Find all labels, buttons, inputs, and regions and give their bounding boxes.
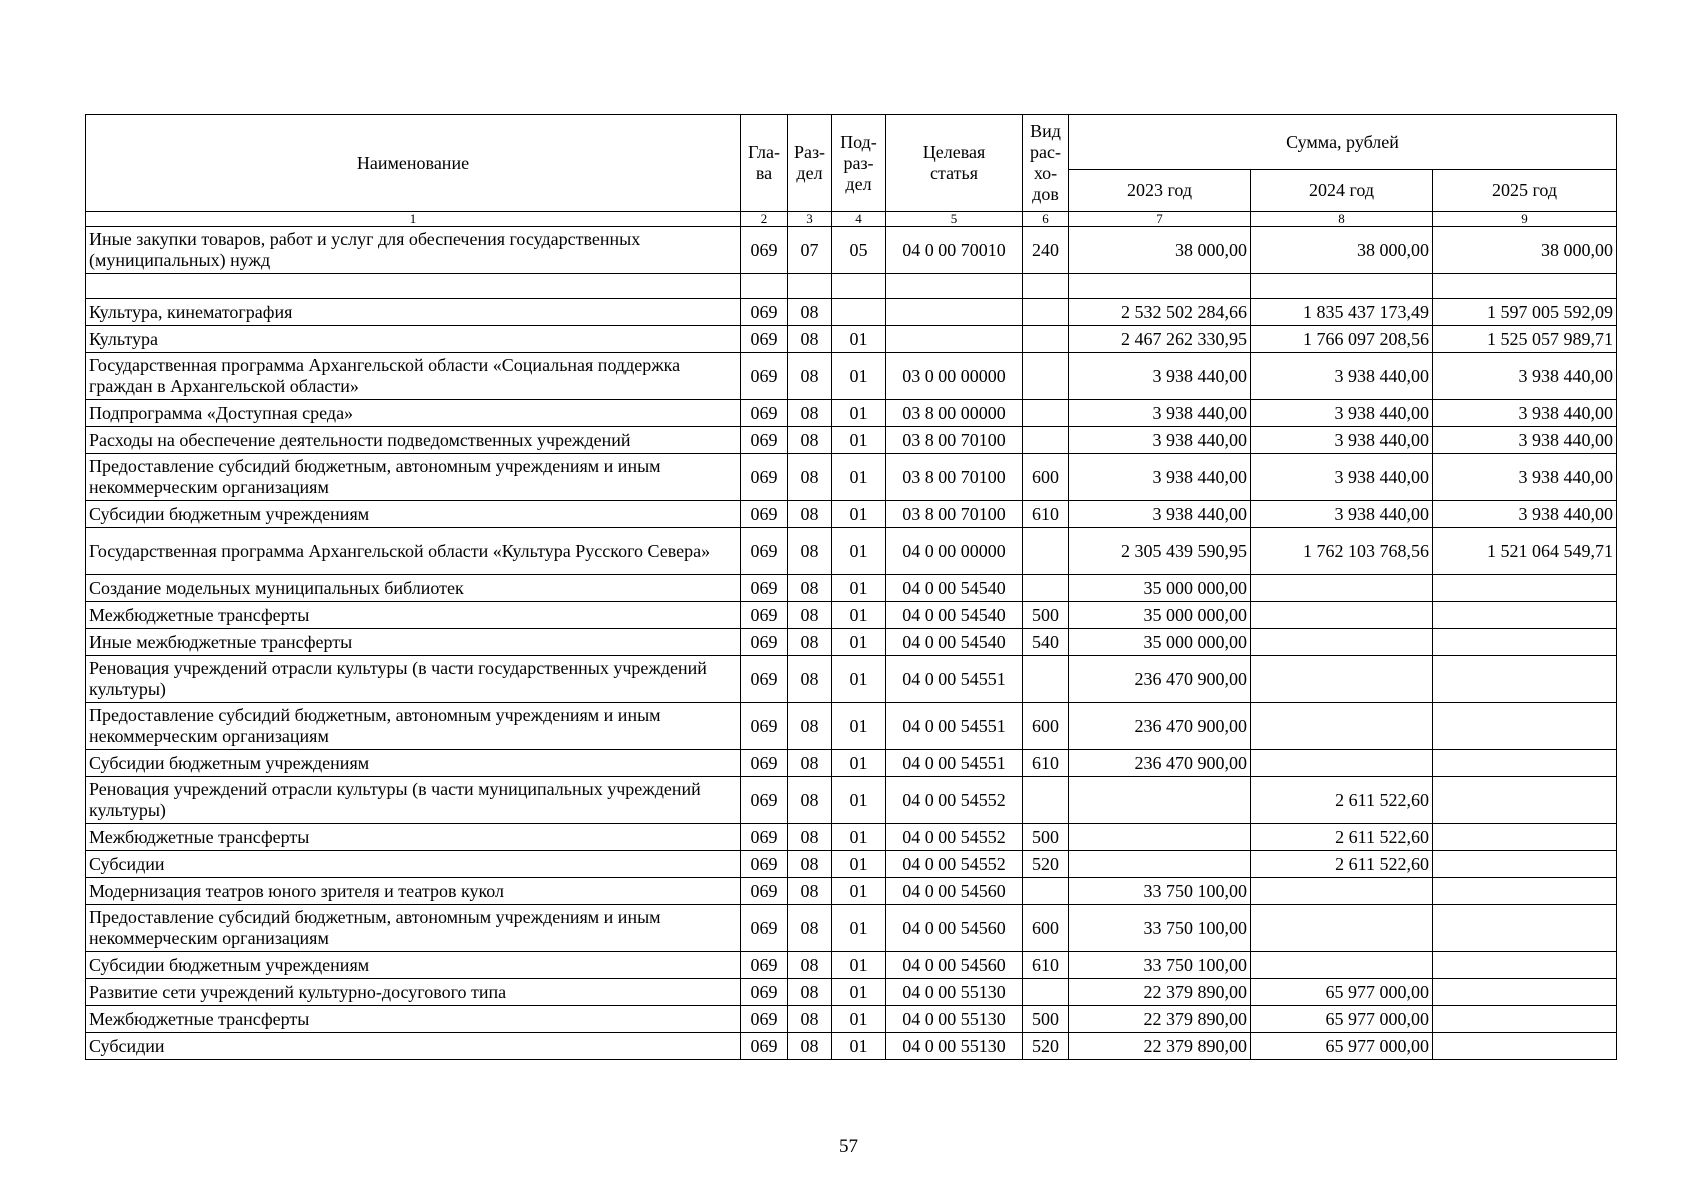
- row-razdel: 08: [788, 656, 832, 703]
- row-amount-2023: 22 379 890,00: [1069, 1033, 1251, 1060]
- row-tselevaya-statya: 03 8 00 00000: [886, 400, 1023, 427]
- row-amount-2025: [1433, 274, 1617, 299]
- row-razdel: 08: [788, 979, 832, 1006]
- row-glava: 069: [741, 400, 788, 427]
- row-name: Субсидии: [86, 851, 741, 878]
- table-row: [86, 299, 1617, 326]
- row-amount-2024: 3 938 440,00: [1251, 400, 1433, 427]
- page-number: 57: [839, 1136, 858, 1157]
- row-razdel: 08: [788, 602, 832, 629]
- row-tselevaya-statya: 04 0 00 00000: [886, 528, 1023, 575]
- row-amount-2025: 1 525 057 989,71: [1433, 326, 1617, 353]
- row-razdel: 08: [788, 777, 832, 824]
- row-amount-2024: [1251, 656, 1433, 703]
- row-amount-2025: [1433, 1033, 1617, 1060]
- row-name: Субсидии: [86, 1033, 741, 1060]
- row-amount-2025: 3 938 440,00: [1433, 353, 1617, 400]
- row-amount-2025: 3 938 440,00: [1433, 400, 1617, 427]
- header-year-2023: 2023 год: [1069, 170, 1251, 212]
- row-razdel: 08: [788, 326, 832, 353]
- row-glava: 069: [741, 703, 788, 750]
- row-amount-2024: [1251, 750, 1433, 777]
- row-podrazdel: 01: [832, 427, 886, 454]
- row-vid-rashodov: [1023, 326, 1069, 353]
- row-tselevaya-statya: 04 0 00 54552: [886, 824, 1023, 851]
- row-amount-2023: [1069, 851, 1251, 878]
- row-amount-2025: [1433, 824, 1617, 851]
- row-name: Создание модельных муниципальных библиотек: [86, 575, 741, 602]
- table-header: [86, 115, 1617, 227]
- header-tselevaya-statya: Целевая статья: [886, 115, 1023, 212]
- row-podrazdel: 01: [832, 656, 886, 703]
- row-razdel: 08: [788, 824, 832, 851]
- row-amount-2024: [1251, 878, 1433, 905]
- row-podrazdel: 01: [832, 905, 886, 952]
- row-glava: 069: [741, 851, 788, 878]
- row-tselevaya-statya: 04 0 00 54552: [886, 851, 1023, 878]
- row-vid-rashodov: [1023, 777, 1069, 824]
- row-vid-rashodov: [1023, 878, 1069, 905]
- row-name: Реновация учреждений отрасли культуры (в части муниципальных учреждений культуры): [86, 777, 741, 824]
- row-amount-2024: 2 611 522,60: [1251, 777, 1433, 824]
- row-razdel: 08: [788, 454, 832, 501]
- column-number: 2: [741, 212, 788, 227]
- row-amount-2025: 1 597 005 592,09: [1433, 299, 1617, 326]
- row-name: Культура, кинематография: [86, 299, 741, 326]
- table-row: [86, 1006, 1617, 1033]
- row-razdel: 07: [788, 227, 832, 274]
- row-podrazdel: 01: [832, 979, 886, 1006]
- row-razdel: 08: [788, 400, 832, 427]
- column-number-row: [86, 212, 1617, 227]
- row-amount-2025: [1433, 777, 1617, 824]
- row-amount-2023: 236 470 900,00: [1069, 703, 1251, 750]
- row-podrazdel: 01: [832, 750, 886, 777]
- row-vid-rashodov: [1023, 299, 1069, 326]
- row-amount-2025: [1433, 952, 1617, 979]
- row-vid-rashodov: 520: [1023, 1033, 1069, 1060]
- row-vid-rashodov: 500: [1023, 602, 1069, 629]
- budget-sheet: [85, 114, 1616, 1060]
- column-number: 1: [86, 212, 741, 227]
- row-tselevaya-statya: 04 0 00 54560: [886, 878, 1023, 905]
- row-glava: 069: [741, 952, 788, 979]
- row-glava: 069: [741, 629, 788, 656]
- row-name: Межбюджетные трансферты: [86, 1006, 741, 1033]
- row-amount-2024: 38 000,00: [1251, 227, 1433, 274]
- row-glava: 069: [741, 602, 788, 629]
- row-tselevaya-statya: 04 0 00 55130: [886, 979, 1023, 1006]
- row-amount-2025: 3 938 440,00: [1433, 501, 1617, 528]
- row-amount-2023: 35 000 000,00: [1069, 575, 1251, 602]
- row-podrazdel: 01: [832, 501, 886, 528]
- row-glava: 069: [741, 1033, 788, 1060]
- row-vid-rashodov: [1023, 353, 1069, 400]
- budget-table: [85, 114, 1617, 1060]
- row-name: Субсидии бюджетным учреждениям: [86, 750, 741, 777]
- column-number: 6: [1023, 212, 1069, 227]
- row-glava: 069: [741, 353, 788, 400]
- row-glava: 069: [741, 227, 788, 274]
- row-vid-rashodov: 520: [1023, 851, 1069, 878]
- row-razdel: 08: [788, 501, 832, 528]
- table-row: [86, 227, 1617, 274]
- table-row: [86, 326, 1617, 353]
- row-glava: 069: [741, 501, 788, 528]
- header-razdel: Раз- дел: [788, 115, 832, 212]
- row-glava: 069: [741, 454, 788, 501]
- row-amount-2025: [1433, 629, 1617, 656]
- table-row: [86, 851, 1617, 878]
- row-razdel: 08: [788, 299, 832, 326]
- row-tselevaya-statya: 04 0 00 70010: [886, 227, 1023, 274]
- table-row: [86, 400, 1617, 427]
- row-amount-2023: 35 000 000,00: [1069, 629, 1251, 656]
- row-vid-rashodov: 600: [1023, 905, 1069, 952]
- table-row: [86, 629, 1617, 656]
- row-amount-2023: [1069, 274, 1251, 299]
- column-number: 3: [788, 212, 832, 227]
- table-row: [86, 602, 1617, 629]
- row-name: Культура: [86, 326, 741, 353]
- row-podrazdel: 01: [832, 777, 886, 824]
- table-row: [86, 353, 1617, 400]
- row-glava: 069: [741, 656, 788, 703]
- row-podrazdel: 01: [832, 878, 886, 905]
- row-podrazdel: 01: [832, 454, 886, 501]
- row-name: Предоставление субсидий бюджетным, автономным учреждениям и иным некоммерческим организациям: [86, 454, 741, 501]
- row-amount-2024: 65 977 000,00: [1251, 1006, 1433, 1033]
- column-number: 8: [1251, 212, 1433, 227]
- row-razdel: 08: [788, 750, 832, 777]
- row-amount-2024: 1 835 437 173,49: [1251, 299, 1433, 326]
- row-name: Предоставление субсидий бюджетным, автономным учреждениям и иным некоммерческим организациям: [86, 905, 741, 952]
- row-amount-2024: [1251, 703, 1433, 750]
- row-amount-2023: 3 938 440,00: [1069, 454, 1251, 501]
- row-razdel: 08: [788, 1006, 832, 1033]
- row-vid-rashodov: 540: [1023, 629, 1069, 656]
- row-vid-rashodov: 500: [1023, 824, 1069, 851]
- row-razdel: 08: [788, 575, 832, 602]
- row-tselevaya-statya: 04 0 00 54560: [886, 905, 1023, 952]
- row-podrazdel: 01: [832, 528, 886, 575]
- row-amount-2024: 3 938 440,00: [1251, 454, 1433, 501]
- row-amount-2023: 3 938 440,00: [1069, 353, 1251, 400]
- row-tselevaya-statya: 03 0 00 00000: [886, 353, 1023, 400]
- row-podrazdel: 01: [832, 952, 886, 979]
- row-name: Государственная программа Архангельской области «Социальная поддержка граждан в Архангельской области»: [86, 353, 741, 400]
- row-amount-2024: [1251, 629, 1433, 656]
- row-tselevaya-statya: 04 0 00 55130: [886, 1033, 1023, 1060]
- row-amount-2024: 3 938 440,00: [1251, 353, 1433, 400]
- column-number: 4: [832, 212, 886, 227]
- row-tselevaya-statya: 04 0 00 55130: [886, 1006, 1023, 1033]
- column-number: 7: [1069, 212, 1251, 227]
- row-vid-rashodov: 610: [1023, 750, 1069, 777]
- table-row: [86, 656, 1617, 703]
- row-amount-2024: [1251, 575, 1433, 602]
- row-amount-2023: 236 470 900,00: [1069, 656, 1251, 703]
- row-amount-2024: 2 611 522,60: [1251, 824, 1433, 851]
- row-amount-2023: 3 938 440,00: [1069, 501, 1251, 528]
- row-tselevaya-statya: 04 0 00 54551: [886, 703, 1023, 750]
- header-year-2025: 2025 год: [1433, 170, 1617, 212]
- row-tselevaya-statya: 04 0 00 54552: [886, 777, 1023, 824]
- row-name: Модернизация театров юного зрителя и театров кукол: [86, 878, 741, 905]
- row-amount-2025: [1433, 979, 1617, 1006]
- row-vid-rashodov: [1023, 575, 1069, 602]
- row-glava: 069: [741, 575, 788, 602]
- row-razdel: 08: [788, 427, 832, 454]
- row-amount-2024: 3 938 440,00: [1251, 501, 1433, 528]
- row-amount-2024: [1251, 952, 1433, 979]
- table-row: [86, 575, 1617, 602]
- row-podrazdel: 05: [832, 227, 886, 274]
- row-podrazdel: 01: [832, 1006, 886, 1033]
- column-number: 9: [1433, 212, 1617, 227]
- row-tselevaya-statya: [886, 326, 1023, 353]
- row-name: [86, 274, 741, 299]
- row-vid-rashodov: [1023, 656, 1069, 703]
- row-podrazdel: 01: [832, 1033, 886, 1060]
- table-row: [86, 777, 1617, 824]
- row-name: Субсидии бюджетным учреждениям: [86, 501, 741, 528]
- table-row: [86, 501, 1617, 528]
- row-tselevaya-statya: 04 0 00 54551: [886, 750, 1023, 777]
- row-vid-rashodov: [1023, 979, 1069, 1006]
- row-podrazdel: 01: [832, 602, 886, 629]
- row-tselevaya-statya: 04 0 00 54560: [886, 952, 1023, 979]
- row-amount-2023: [1069, 824, 1251, 851]
- row-razdel: 08: [788, 878, 832, 905]
- row-razdel: 08: [788, 353, 832, 400]
- row-glava: 069: [741, 750, 788, 777]
- row-name: Межбюджетные трансферты: [86, 602, 741, 629]
- row-name: Межбюджетные трансферты: [86, 824, 741, 851]
- row-vid-rashodov: 500: [1023, 1006, 1069, 1033]
- row-name: Иные закупки товаров, работ и услуг для обеспечения государственных (муниципальных) нужд: [86, 227, 741, 274]
- row-amount-2023: 38 000,00: [1069, 227, 1251, 274]
- header-podrazdel: Под- раз- дел: [832, 115, 886, 212]
- row-name: Иные межбюджетные трансферты: [86, 629, 741, 656]
- row-glava: 069: [741, 1006, 788, 1033]
- table-row: [86, 979, 1617, 1006]
- row-amount-2023: 2 305 439 590,95: [1069, 528, 1251, 575]
- row-glava: 069: [741, 979, 788, 1006]
- row-vid-rashodov: [1023, 400, 1069, 427]
- column-number: 5: [886, 212, 1023, 227]
- table-row: [86, 274, 1617, 299]
- row-amount-2023: 35 000 000,00: [1069, 602, 1251, 629]
- row-glava: 069: [741, 824, 788, 851]
- table-row: [86, 952, 1617, 979]
- table-row: [86, 750, 1617, 777]
- table-row: [86, 905, 1617, 952]
- row-amount-2023: 22 379 890,00: [1069, 1006, 1251, 1033]
- row-tselevaya-statya: 04 0 00 54540: [886, 602, 1023, 629]
- table-body: [86, 227, 1617, 1060]
- row-podrazdel: 01: [832, 703, 886, 750]
- row-podrazdel: 01: [832, 353, 886, 400]
- row-amount-2023: 33 750 100,00: [1069, 952, 1251, 979]
- row-glava: 069: [741, 427, 788, 454]
- table-row: [86, 1033, 1617, 1060]
- row-podrazdel: 01: [832, 400, 886, 427]
- row-amount-2024: 2 611 522,60: [1251, 851, 1433, 878]
- row-amount-2024: 65 977 000,00: [1251, 1033, 1433, 1060]
- row-amount-2025: [1433, 878, 1617, 905]
- row-amount-2023: 3 938 440,00: [1069, 400, 1251, 427]
- row-razdel: [788, 274, 832, 299]
- header-vid-rashodov: Вид рас- хо- дов: [1023, 115, 1069, 212]
- row-amount-2024: [1251, 905, 1433, 952]
- row-tselevaya-statya: 04 0 00 54540: [886, 575, 1023, 602]
- row-vid-rashodov: [1023, 528, 1069, 575]
- row-razdel: 08: [788, 528, 832, 575]
- row-podrazdel: 01: [832, 824, 886, 851]
- row-amount-2024: [1251, 602, 1433, 629]
- row-tselevaya-statya: [886, 299, 1023, 326]
- row-razdel: 08: [788, 952, 832, 979]
- row-amount-2024: [1251, 274, 1433, 299]
- row-amount-2024: 65 977 000,00: [1251, 979, 1433, 1006]
- row-amount-2025: [1433, 575, 1617, 602]
- row-glava: 069: [741, 326, 788, 353]
- row-razdel: 08: [788, 703, 832, 750]
- row-amount-2025: [1433, 750, 1617, 777]
- table-row: [86, 454, 1617, 501]
- row-amount-2023: [1069, 777, 1251, 824]
- row-glava: 069: [741, 878, 788, 905]
- row-razdel: 08: [788, 629, 832, 656]
- row-name: Государственная программа Архангельской области «Культура Русского Севера»: [86, 528, 741, 575]
- row-amount-2025: [1433, 602, 1617, 629]
- row-vid-rashodov: [1023, 274, 1069, 299]
- row-amount-2025: 38 000,00: [1433, 227, 1617, 274]
- header-glava: Гла- ва: [741, 115, 788, 212]
- row-amount-2024: 1 762 103 768,56: [1251, 528, 1433, 575]
- row-amount-2025: [1433, 656, 1617, 703]
- row-name: Реновация учреждений отрасли культуры (в части государственных учреждений культуры): [86, 656, 741, 703]
- row-amount-2023: 3 938 440,00: [1069, 427, 1251, 454]
- row-tselevaya-statya: 03 8 00 70100: [886, 427, 1023, 454]
- row-vid-rashodov: [1023, 427, 1069, 454]
- row-name: Предоставление субсидий бюджетным, автономным учреждениям и иным некоммерческим организациям: [86, 703, 741, 750]
- row-vid-rashodov: 600: [1023, 454, 1069, 501]
- row-amount-2023: 33 750 100,00: [1069, 905, 1251, 952]
- row-tselevaya-statya: 04 0 00 54540: [886, 629, 1023, 656]
- row-amount-2025: [1433, 703, 1617, 750]
- row-amount-2023: 2 467 262 330,95: [1069, 326, 1251, 353]
- row-amount-2023: 236 470 900,00: [1069, 750, 1251, 777]
- row-tselevaya-statya: [886, 274, 1023, 299]
- table-row: [86, 878, 1617, 905]
- row-razdel: 08: [788, 905, 832, 952]
- row-amount-2023: 2 532 502 284,66: [1069, 299, 1251, 326]
- row-podrazdel: 01: [832, 629, 886, 656]
- row-name: Развитие сети учреждений культурно-досугового типа: [86, 979, 741, 1006]
- row-razdel: 08: [788, 1033, 832, 1060]
- row-vid-rashodov: 610: [1023, 501, 1069, 528]
- header-name: Наименование: [86, 115, 741, 212]
- row-vid-rashodov: 610: [1023, 952, 1069, 979]
- row-glava: 069: [741, 777, 788, 824]
- row-amount-2025: [1433, 1006, 1617, 1033]
- row-vid-rashodov: 240: [1023, 227, 1069, 274]
- row-vid-rashodov: 600: [1023, 703, 1069, 750]
- row-name: Подпрограмма «Доступная среда»: [86, 400, 741, 427]
- row-tselevaya-statya: 03 8 00 70100: [886, 454, 1023, 501]
- row-tselevaya-statya: 04 0 00 54551: [886, 656, 1023, 703]
- row-amount-2025: 1 521 064 549,71: [1433, 528, 1617, 575]
- row-amount-2025: 3 938 440,00: [1433, 454, 1617, 501]
- row-podrazdel: 01: [832, 575, 886, 602]
- row-amount-2025: [1433, 851, 1617, 878]
- row-glava: 069: [741, 905, 788, 952]
- row-amount-2024: 3 938 440,00: [1251, 427, 1433, 454]
- row-glava: 069: [741, 299, 788, 326]
- table-row: [86, 427, 1617, 454]
- row-name: Субсидии бюджетным учреждениям: [86, 952, 741, 979]
- row-amount-2025: [1433, 905, 1617, 952]
- row-amount-2025: 3 938 440,00: [1433, 427, 1617, 454]
- row-amount-2024: 1 766 097 208,56: [1251, 326, 1433, 353]
- row-tselevaya-statya: 03 8 00 70100: [886, 501, 1023, 528]
- header-summa: Сумма, рублей: [1069, 115, 1617, 170]
- header-year-2024: 2024 год: [1251, 170, 1433, 212]
- row-razdel: 08: [788, 851, 832, 878]
- row-podrazdel: [832, 299, 886, 326]
- table-row: [86, 528, 1617, 575]
- table-row: [86, 703, 1617, 750]
- row-glava: 069: [741, 528, 788, 575]
- row-podrazdel: 01: [832, 326, 886, 353]
- row-podrazdel: [832, 274, 886, 299]
- row-amount-2023: 33 750 100,00: [1069, 878, 1251, 905]
- row-glava: [741, 274, 788, 299]
- row-amount-2023: 22 379 890,00: [1069, 979, 1251, 1006]
- table-row: [86, 824, 1617, 851]
- row-name: Расходы на обеспечение деятельности подведомственных учреждений: [86, 427, 741, 454]
- row-podrazdel: 01: [832, 851, 886, 878]
